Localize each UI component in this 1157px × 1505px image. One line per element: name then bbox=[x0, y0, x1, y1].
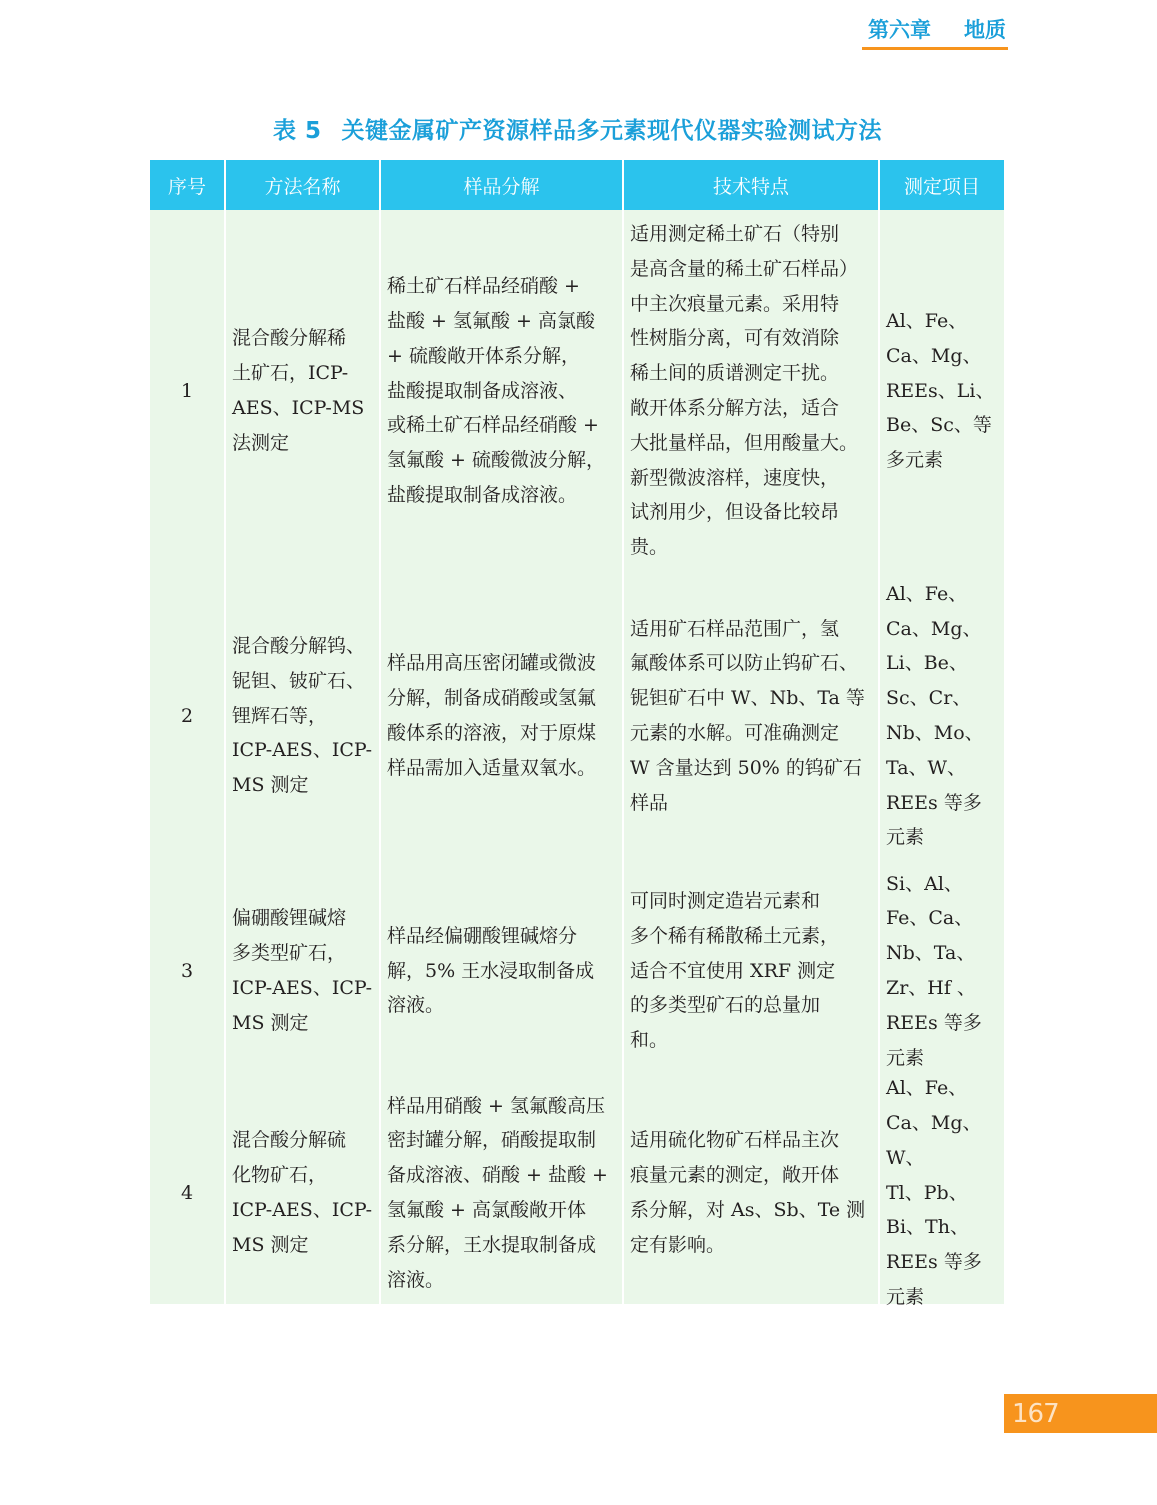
column-header-no: 序号 bbox=[150, 160, 226, 210]
sample-decomposition: 样品经偏硼酸锂碱熔分 解，5% 王水浸取制备成 溶液。 bbox=[381, 860, 624, 1082]
column-header-method: 方法名称 bbox=[226, 160, 381, 210]
sample-decomposition: 样品用高压密闭罐或微波 分解，制备成硝酸或氢氟 酸体系的溶液，对于原煤 样品需加入适量双氧水。 bbox=[381, 572, 624, 860]
determination-items: Al、Fe、 Ca、Mg、 Li、Be、 Sc、Cr、 Nb、Mo、 Ta、W、 REEs 等多 元素 bbox=[886, 582, 984, 849]
table-row bbox=[150, 210, 1004, 572]
chapter-label: 第六章 bbox=[868, 17, 931, 42]
determination-items: Si、Al、 Fe、Ca、 Nb、Ta、 Zr、Hf 、 REEs 等多 元素 bbox=[886, 872, 982, 1069]
table-title bbox=[150, 112, 1005, 145]
technical-features: 适用硫化物矿石样品主次 痕量元素的测定，敞开体 系分解，对 As、Sb、Te 测 定有影响。 bbox=[624, 1082, 880, 1304]
column-header-items: 测定项目 bbox=[903, 175, 980, 198]
table-row bbox=[150, 572, 1004, 860]
sample-decomposition: 稀土矿石样品经硝酸 + 盐酸 + 氢氟酸 + 高氯酸 + 硫酸敞开体系分解， 盐酸提取制备成溶液、 或稀土矿石样品经硝酸 + 氢氟酸 + 硫酸微波分解， 盐酸提取制备成溶液。 bbox=[381, 210, 624, 572]
method-name: 混合酸分解稀 土矿石，ICP- AES、ICP-MS 法测定 bbox=[226, 210, 381, 572]
method-name: 偏硼酸锂碱熔 多类型矿石， ICP-AES、ICP- MS 测定 bbox=[226, 860, 381, 1082]
row-number: 1 bbox=[150, 210, 226, 572]
column-header-features: 技术特点 bbox=[624, 160, 880, 210]
table-title-text: 关键金属矿产资源样品多元素现代仪器实验测试方法 bbox=[341, 118, 882, 144]
method-name: 混合酸分解硫 化物矿石， ICP-AES、ICP- MS 测定 bbox=[226, 1082, 381, 1304]
technical-features: 可同时测定造岩元素和 多个稀有稀散稀土元素， 适合不宜使用 XRF 测定 的多类型矿石的总量加 和。 bbox=[624, 860, 880, 1082]
table-row bbox=[150, 1077, 1004, 1308]
methods-table bbox=[150, 160, 1004, 1308]
sample-decomposition: 样品用硝酸 + 氢氟酸高压 密封罐分解，硝酸提取制 备成溶液、硝酸 + 盐酸 + 氢氟酸 + 高氯酸敞开体 系分解，王水提取制备成 溶液。 bbox=[381, 1082, 624, 1304]
method-name: 混合酸分解钨、 铌钽、铍矿石、 锂辉石等， ICP-AES、ICP- MS 测定 bbox=[226, 572, 381, 860]
determination-items: Al、Fe、 Ca、Mg、 REEs、Li、 Be、Sc、等 多元素 bbox=[886, 310, 995, 472]
section-label: 地质 bbox=[964, 17, 1006, 42]
table-row bbox=[150, 860, 1004, 1082]
row-number: 3 bbox=[150, 860, 226, 1082]
table-number: 表 5 bbox=[272, 118, 322, 144]
row-number: 2 bbox=[150, 572, 226, 860]
table-header-row bbox=[150, 160, 1004, 210]
technical-features: 适用矿石样品范围广，氢 氟酸体系可以防止钨矿石、 铌钽矿石中 W、Nb、Ta 等 元素的水解。可准确测定 W 含量达到 50% 的钨矿石 样品 bbox=[624, 572, 880, 860]
chapter-header bbox=[862, 14, 1008, 50]
determination-items: Al、Fe、 Ca、Mg、W、 Tl、Pb、 Bi、Th、 REEs 等多 元素 bbox=[886, 1077, 982, 1308]
technical-features: 适用测定稀土矿石（特别 是高含量的稀土矿石样品） 中主次痕量元素。采用特 性树脂分离，可有效消除 稀土间的质谱测定干扰。 敞开体系分解方法，适合 大批量样品，但用酸量大。 新型微波溶样，速度快， 试剂用少，但设备比较昂 贵。 bbox=[624, 210, 880, 572]
row-number: 4 bbox=[150, 1082, 226, 1304]
page-number: 167 bbox=[1004, 1394, 1157, 1433]
column-header-decomposition: 样品分解 bbox=[381, 160, 624, 210]
